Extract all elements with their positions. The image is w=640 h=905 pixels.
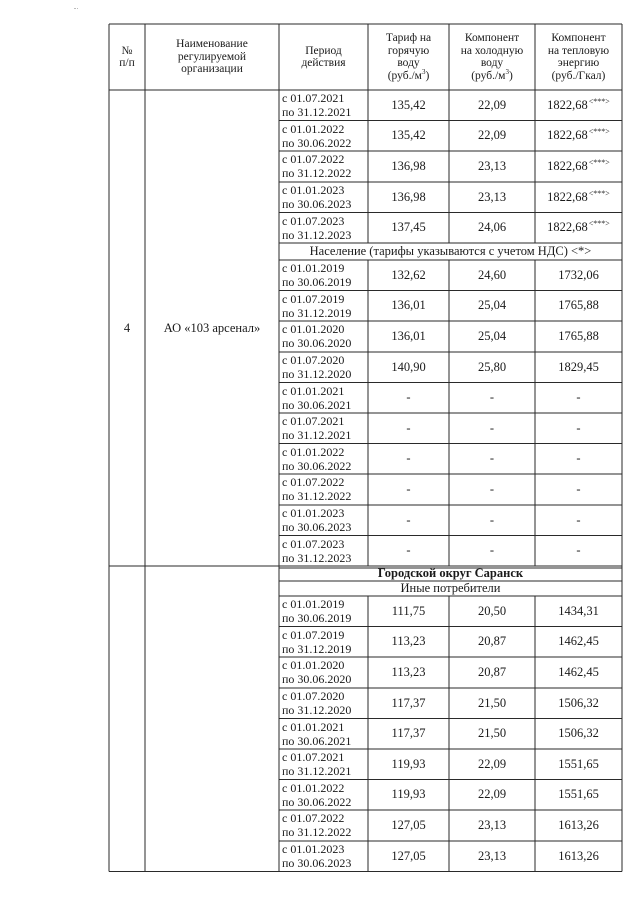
block2-row-2-hot	[368, 321, 449, 352]
block1-row-3-hot	[368, 182, 449, 213]
block2-row-2-heat	[535, 321, 622, 352]
block1-row-3-note: <***>	[588, 188, 610, 198]
block3-row-3-to: по 31.12.2020	[282, 703, 352, 718]
block2-row-8-heat	[535, 505, 622, 536]
scan-mark	[74, 8, 78, 10]
other-consumers-label	[279, 581, 622, 596]
block2-row-9-to: по 31.12.2023	[282, 550, 352, 565]
block2-row-4-cold-value: -	[489, 390, 495, 405]
block3-row-8-to: по 30.06.2023	[282, 856, 352, 871]
block1-row-0-note: <***>	[588, 96, 610, 106]
block1-row-3-period	[279, 182, 371, 213]
block2-row-7-cold-value: -	[489, 481, 495, 496]
block2-row-3-to: по 31.12.2020	[282, 367, 352, 382]
block3-row-2-cold	[449, 657, 535, 688]
block2-row-4-period	[279, 382, 371, 413]
block1-row-0-hot-value: 135,42	[391, 97, 426, 112]
block2-row-0-heat	[535, 260, 622, 291]
block1-row-4-heat	[535, 212, 622, 243]
block3-row-8-from: с 01.01.2023	[282, 842, 345, 857]
block3-row-1-to: по 31.12.2019	[282, 641, 352, 656]
org-name-text: АО «103 арсенал»	[163, 320, 261, 335]
block2-row-0-from: с 01.01.2019	[282, 261, 345, 276]
population-label	[279, 243, 622, 260]
block2-row-7-heat	[535, 474, 622, 505]
block3-row-7-to: по 31.12.2022	[282, 825, 352, 840]
block3-row-3-heat	[535, 688, 622, 719]
block1-row-4-cold	[449, 212, 535, 243]
block2-row-6-cold-value: -	[489, 451, 495, 466]
block3-row-7-cold-value: 23,13	[477, 817, 507, 832]
block1-row-3-to: по 30.06.2023	[282, 197, 352, 212]
block3-row-5-cold	[449, 749, 535, 780]
block2-row-1-cold	[449, 291, 535, 322]
block3-row-4-cold-value: 21,50	[477, 726, 507, 741]
block2-row-8-from: с 01.01.2023	[282, 506, 345, 521]
block2-row-6-period	[279, 444, 371, 475]
city-label	[279, 566, 622, 581]
block1-row-1-hot	[368, 121, 449, 152]
block2-row-6-hot	[368, 444, 449, 475]
block3-row-5-to: по 31.12.2021	[282, 764, 352, 779]
block2-row-4-heat-value: -	[576, 390, 581, 405]
block2-row-9-heat-value: -	[576, 543, 581, 558]
block2-row-2-heat-value: 1765,88	[558, 328, 599, 343]
block2-row-3-hot-value: 140,90	[391, 359, 426, 374]
block1-row-1-cold	[449, 121, 535, 152]
block1-row-4-hot	[368, 212, 449, 243]
header-cold-text: Компонент на холодную воду $(руб./м^3)$	[460, 32, 524, 82]
block2-row-4-to: по 30.06.2021	[282, 397, 352, 412]
block2-row-9-period	[279, 535, 371, 566]
block2-row-8-cold	[449, 505, 535, 536]
header-period-text: Период действия	[301, 44, 346, 69]
block3-row-0-from: с 01.01.2019	[282, 597, 345, 612]
block3-row-1-cold	[449, 627, 535, 658]
block1-row-0-heat-value: 1822,68	[547, 97, 588, 112]
block2-row-5-hot	[368, 413, 449, 444]
block2-row-4-heat	[535, 382, 622, 413]
block3-row-4-to: по 30.06.2021	[282, 733, 352, 748]
block2-row-1-hot-value: 136,01	[391, 298, 426, 313]
block1-row-0-period	[279, 90, 371, 121]
block3-row-7-hot-value: 127,05	[391, 817, 426, 832]
block3-row-0-heat-value: 1434,31	[558, 603, 599, 618]
block2-row-7-cold	[449, 474, 535, 505]
block2-row-0-hot	[368, 260, 449, 291]
block1-row-4-to: по 31.12.2023	[282, 227, 352, 242]
block3-row-2-cold-value: 20,87	[477, 664, 507, 679]
block2-row-8-to: по 30.06.2023	[282, 520, 352, 535]
block3-row-6-heat	[535, 780, 622, 811]
header-cold-superscript: 3	[505, 67, 509, 76]
block2-row-3-period	[279, 352, 371, 383]
block1-row-3-cold-value: 23,13	[477, 189, 507, 204]
block3-row-4-heat-value: 1506,32	[558, 726, 599, 741]
org-number-text: 4	[123, 320, 131, 335]
block3-row-6-heat-value: 1551,65	[558, 787, 599, 802]
block3-row-7-period	[279, 810, 371, 841]
block1-row-0-cold-value: 22,09	[477, 97, 507, 112]
block2-row-3-hot	[368, 352, 449, 383]
block1-row-3-cold	[449, 182, 535, 213]
block1-row-4-from: с 01.07.2023	[282, 213, 345, 228]
block2-row-9-hot	[368, 535, 449, 566]
header-num	[109, 24, 145, 90]
header-org	[145, 24, 279, 90]
block3-row-4-heat	[535, 718, 622, 749]
block2-row-3-heat	[535, 352, 622, 383]
block3-row-8-period	[279, 841, 371, 872]
block3-row-8-hot-value: 127,05	[391, 848, 426, 863]
block3-row-1-heat	[535, 627, 622, 658]
block2-row-1-hot	[368, 291, 449, 322]
block3-row-4-period	[279, 718, 371, 749]
block3-row-5-hot	[368, 749, 449, 780]
block2-row-9-cold-value: -	[489, 543, 495, 558]
block2-row-5-cold-value: -	[489, 420, 495, 435]
block1-row-3-heat-value: 1822,68	[547, 189, 588, 204]
block2-row-6-from: с 01.01.2022	[282, 444, 345, 459]
block3-row-3-hot	[368, 688, 449, 719]
block1-row-4-hot-value: 137,45	[391, 220, 426, 235]
block2-row-3-cold-value: 25,80	[477, 359, 507, 374]
block3-row-0-cold	[449, 596, 535, 627]
block3-row-5-from: с 01.07.2021	[282, 750, 345, 765]
block3-row-7-from: с 01.07.2022	[282, 811, 345, 826]
block3-row-2-heat	[535, 657, 622, 688]
block3-row-5-heat	[535, 749, 622, 780]
block1-row-3-heat	[535, 182, 622, 213]
block2-row-8-hot	[368, 505, 449, 536]
city-label-text: Городской округ Саранск	[377, 566, 524, 580]
block2-row-7-hot	[368, 474, 449, 505]
block3-row-1-from: с 01.07.2019	[282, 627, 345, 642]
block3-row-5-heat-value: 1551,65	[558, 756, 599, 771]
block2-row-7-from: с 01.07.2022	[282, 475, 345, 490]
block1-row-2-from: с 01.07.2022	[282, 152, 345, 167]
block3-row-0-cold-value: 20,50	[477, 603, 507, 618]
block2-row-1-period	[279, 291, 371, 322]
block3-row-0-hot-value: 111,75	[391, 603, 426, 618]
block2-row-2-hot-value: 136,01	[391, 328, 426, 343]
block3-row-8-heat	[535, 841, 622, 872]
block2-row-9-cold	[449, 535, 535, 566]
block2-row-7-heat-value: -	[576, 481, 581, 496]
block2-row-3-heat-value: 1829,45	[558, 359, 599, 374]
block3-row-6-hot	[368, 780, 449, 811]
block1-row-2-note: <***>	[588, 157, 610, 167]
block2-row-5-to: по 31.12.2021	[282, 428, 352, 443]
header-num-text: № п/п	[119, 44, 135, 69]
block1-row-2-heat	[535, 151, 622, 182]
block2-row-2-cold-value: 25,04	[477, 328, 507, 343]
block2-row-1-heat-value: 1765,88	[558, 298, 599, 313]
block3-row-5-cold-value: 22,09	[477, 756, 507, 771]
block3-row-6-hot-value: 119,93	[391, 787, 426, 802]
block3-row-4-hot-value: 117,37	[391, 726, 426, 741]
block3-row-7-heat-value: 1613,26	[558, 817, 599, 832]
block2-row-2-to: по 30.06.2020	[282, 336, 352, 351]
block2-row-2-from: с 01.01.2020	[282, 322, 345, 337]
block2-row-4-hot-value: -	[406, 390, 411, 405]
block3-row-2-period	[279, 657, 371, 688]
block2-row-5-period	[279, 413, 371, 444]
block1-row-1-hot-value: 135,42	[391, 128, 426, 143]
block1-row-0-hot	[368, 90, 449, 121]
block2-row-0-cold-value: 24,60	[477, 267, 507, 282]
block3-row-1-heat-value: 1462,45	[558, 634, 599, 649]
block1-row-0-heat	[535, 90, 622, 121]
block1-row-2-heat-value: 1822,68	[547, 158, 588, 173]
block3-row-4-hot	[368, 718, 449, 749]
block2-row-6-to: по 30.06.2022	[282, 458, 352, 473]
block2-row-6-heat	[535, 444, 622, 475]
block3-row-8-heat-value: 1613,26	[558, 848, 599, 863]
block3-row-0-heat	[535, 596, 622, 627]
block3-row-3-hot-value: 117,37	[391, 695, 426, 710]
block3-row-8-hot	[368, 841, 449, 872]
block3-row-2-hot	[368, 657, 449, 688]
block1-row-4-period	[279, 212, 371, 243]
block2-row-7-period	[279, 474, 371, 505]
header-hot-text: Тариф на горячую воду $(руб./м^3)$	[385, 32, 432, 82]
block3-row-2-from: с 01.01.2020	[282, 658, 345, 673]
org-number	[109, 90, 145, 566]
block2-row-5-from: с 01.07.2021	[282, 414, 345, 429]
block3-row-2-to: по 30.06.2020	[282, 672, 352, 687]
other-consumers-label-text: Иные потребители	[400, 581, 501, 595]
block3-row-3-from: с 01.07.2020	[282, 689, 345, 704]
block3-row-3-cold	[449, 688, 535, 719]
header-org-text: Наименование регулируемой организации	[176, 38, 248, 76]
block2-row-1-from: с 01.07.2019	[282, 291, 345, 306]
block2-row-0-hot-value: 132,62	[391, 267, 426, 282]
block2-row-3-cold	[449, 352, 535, 383]
block1-row-2-period	[279, 151, 371, 182]
block3-row-2-hot-value: 113,23	[391, 664, 426, 679]
block2-row-6-hot-value: -	[406, 451, 411, 466]
org-name	[145, 90, 279, 566]
block2-row-7-to: по 31.12.2022	[282, 489, 352, 504]
block2-row-5-heat	[535, 413, 622, 444]
header-hot-superscript: 3	[421, 67, 426, 76]
tariff-table	[109, 24, 622, 871]
block3-row-1-hot-value: 113,23	[391, 634, 426, 649]
block2-row-5-hot-value: -	[406, 420, 411, 435]
block3-row-2-heat-value: 1462,45	[558, 664, 599, 679]
block3-row-0-to: по 30.06.2019	[282, 611, 352, 626]
block1-row-1-heat-value: 1822,68	[547, 128, 588, 143]
block3-row-7-hot	[368, 810, 449, 841]
block1-row-2-hot	[368, 151, 449, 182]
block1-row-3-hot-value: 136,98	[391, 189, 426, 204]
block3-row-7-cold	[449, 810, 535, 841]
block2-row-6-cold	[449, 444, 535, 475]
block2-row-7-hot-value: -	[406, 481, 411, 496]
block2-row-3-from: с 01.07.2020	[282, 353, 345, 368]
block2-row-6-heat-value: -	[576, 451, 581, 466]
block2-row-0-period	[279, 260, 371, 291]
block1-row-0-cold	[449, 90, 535, 121]
block3-row-1-period	[279, 627, 371, 658]
block3-row-3-heat-value: 1506,32	[558, 695, 599, 710]
block3-row-6-from: с 01.01.2022	[282, 780, 345, 795]
population-label-text: Население (тарифы указываются с учетом НДС) <*>	[309, 244, 592, 258]
block2-row-5-cold	[449, 413, 535, 444]
block1-row-1-from: с 01.01.2022	[282, 121, 345, 136]
block1-row-4-heat-value: 1822,68	[547, 220, 588, 235]
block2-row-8-hot-value: -	[406, 512, 411, 527]
block2-row-1-heat	[535, 291, 622, 322]
block2-row-4-hot	[368, 382, 449, 413]
block2-row-0-to: по 30.06.2019	[282, 275, 352, 290]
block1-row-2-hot-value: 136,98	[391, 158, 426, 173]
header-cold	[449, 24, 535, 90]
block3-row-6-cold	[449, 780, 535, 811]
block3-row-0-hot	[368, 596, 449, 627]
block1-row-2-to: по 31.12.2022	[282, 166, 352, 181]
block3-row-3-period	[279, 688, 371, 719]
block1-row-3-from: с 01.01.2023	[282, 183, 345, 198]
block3-row-5-hot-value: 119,93	[391, 756, 426, 771]
block1-row-1-to: по 30.06.2022	[282, 135, 352, 150]
block3-row-5-period	[279, 749, 371, 780]
block2-row-9-from: с 01.07.2023	[282, 536, 345, 551]
block1-row-2-cold-value: 23,13	[477, 158, 507, 173]
block2-row-0-cold	[449, 260, 535, 291]
block3-row-6-to: по 30.06.2022	[282, 794, 352, 809]
block3-row-1-cold-value: 20,87	[477, 634, 507, 649]
block2-row-0-heat-value: 1732,06	[558, 267, 599, 282]
block2-row-2-cold	[449, 321, 535, 352]
block2-row-9-heat	[535, 535, 622, 566]
block3-row-6-cold-value: 22,09	[477, 787, 507, 802]
block1-row-1-note: <***>	[588, 127, 610, 137]
header-heat-text: Компонент на тепловую энергию (руб./Гкал)	[547, 32, 610, 82]
block3-row-0-period	[279, 596, 371, 627]
block2-row-4-cold	[449, 382, 535, 413]
block1-row-1-heat	[535, 121, 622, 152]
block3-row-4-cold	[449, 718, 535, 749]
header-period	[279, 24, 368, 90]
block2-row-2-period	[279, 321, 371, 352]
block2-row-5-heat-value: -	[576, 420, 581, 435]
block1-row-0-to: по 31.12.2021	[282, 105, 352, 120]
block3-row-4-from: с 01.01.2021	[282, 719, 345, 734]
block2-row-9-hot-value: -	[406, 543, 411, 558]
block2-row-8-cold-value: -	[489, 512, 495, 527]
block1-row-1-period	[279, 121, 371, 152]
block2-row-4-from: с 01.01.2021	[282, 383, 345, 398]
block3-row-3-cold-value: 21,50	[477, 695, 507, 710]
block3-row-6-period	[279, 780, 371, 811]
block3-row-1-hot	[368, 627, 449, 658]
block1-row-4-cold-value: 24,06	[477, 220, 507, 235]
block2-row-8-heat-value: -	[576, 512, 581, 527]
header-hot	[368, 24, 449, 90]
block1-row-4-note: <***>	[588, 219, 610, 229]
block2-row-1-cold-value: 25,04	[477, 298, 507, 313]
header-heat	[535, 24, 622, 90]
block2-row-1-to: по 31.12.2019	[282, 305, 352, 320]
block3-row-7-heat	[535, 810, 622, 841]
block1-row-1-cold-value: 22,09	[477, 128, 507, 143]
block3-row-8-cold-value: 23,13	[477, 848, 507, 863]
block1-row-0-from: с 01.07.2021	[282, 91, 345, 106]
block1-row-2-cold	[449, 151, 535, 182]
block3-row-8-cold	[449, 841, 535, 872]
block2-row-8-period	[279, 505, 371, 536]
